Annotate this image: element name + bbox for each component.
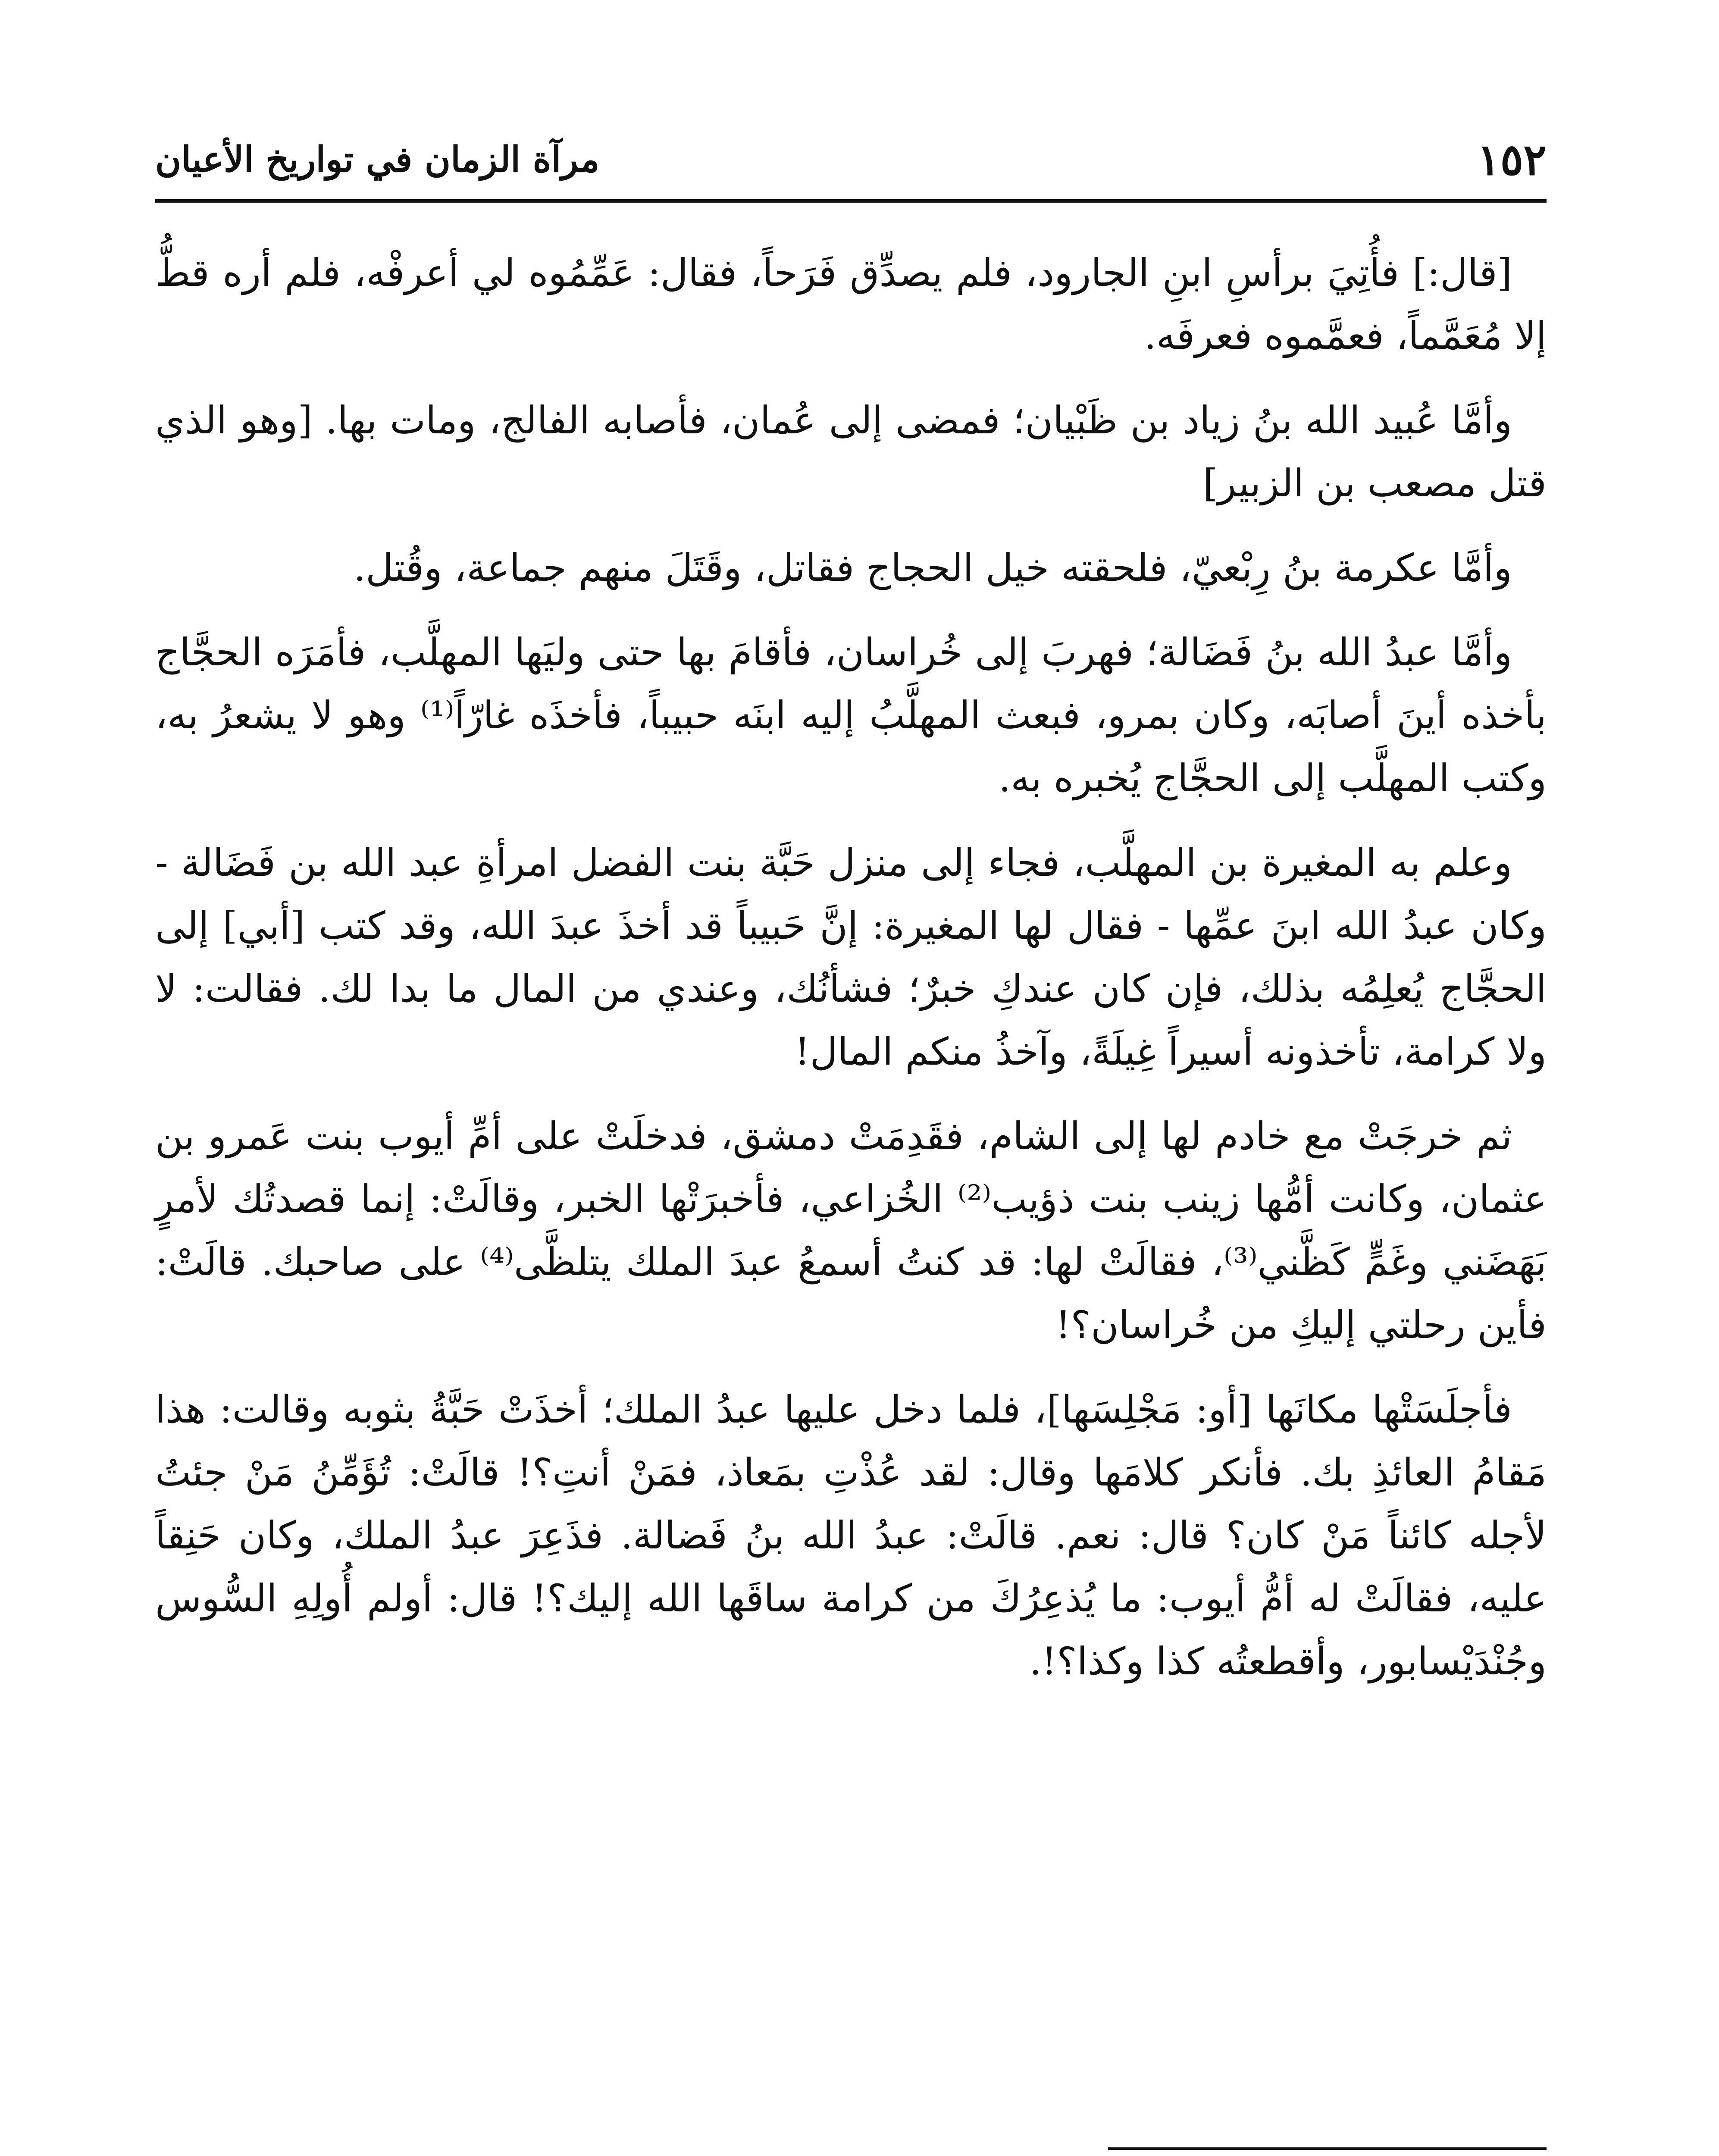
footnote-divider <box>1108 2147 1547 2150</box>
page-header <box>155 129 1547 194</box>
paragraph: [قال:] فأُتِيَ برأسِ ابنِ الجارود، فلم يصدِّق فَرَحاً، فقال: عَمِّمُوه لي أعرفْه، فلم أره قطُّ إلا مُعَمَّماً، فعمَّموه فعرفَه. <box>155 251 1547 358</box>
paragraph: وأمَّا عبدُ الله بنُ فَضَالة؛ فهربَ إلى خُراسان، فأقامَ بها حتى وليَها المهلَّب، فأمَرَه الحجَّاج بأخذه أينَ أصابَه، وكان بمرو، فبعث المهلَّبُ إليه ابنَه حبيباً، فأخذَه غارّاً⁽¹⁾ وهو لا يشعرُ به، وكتب المهلَّب إلى الحجَّاج يُخبره به. <box>155 630 1547 800</box>
paragraph: وأمَّا عكرمة بنُ رِبْعيّ، فلحقته خيل الحجاج فقاتل، وقَتَلَ منهم جماعة، وقُتل. <box>353 545 1512 590</box>
header-divider <box>155 199 1547 203</box>
paragraph: فأجلَسَتْها مكانَها [أو: مَجْلِسَها]، فلما دخل عليها عبدُ الملك؛ أخذَتْ حَبَّةُ بثوبه وقالت: هذا مَقامُ العائذِ بك. فأنكر كلامَها وقال: لقد عُذْتِ بمَعاذ، فمَنْ أنتِ؟! قالَتْ: تُؤَمِّنُ مَنْ جئتُ لأجله كائناً مَنْ كان؟ قال: نعم. قالَتْ: عبدُ الله بنُ فَضالة. فذَعِرَ عبدُ الملك، وكان حَنِقاً عليه، فقالَتْ له أمُّ أيوب: ما يُذعِرُكَ من كرامة ساقَها الله إليك؟! قال: أولم أُولِهِ السُّوس وجُنْدَيْسابور، وأقطعتُه كذا وكذا؟!. <box>155 1387 1547 1683</box>
paragraph: ثم خرجَتْ مع خادم لها إلى الشام، فقَدِمَتْ دمشق، فدخلَتْ على أمِّ أيوب بنت عَمرو بن عثمان، وكانت أمُّها زينب بنت ذؤيب⁽²⁾ الخُزاعي، فأخبرَتْها الخبر، وقالَتْ: إنما قصدتُك لأمرٍ بَهَضَني وغَمٍّ كَظَّني⁽³⁾، فقالَتْ لها: قد كنتُ أسمعُ عبدَ الملك يتلظَّى⁽⁴⁾ على صاحبك. قالَتْ: فأين رحلتي إليكِ من خُراسان؟! <box>155 1114 1547 1347</box>
running-title: مرآة الزمان في تواريخ الأعيان <box>155 139 600 180</box>
main-text <box>155 241 1547 1714</box>
page-number: ١٥٢ <box>1477 134 1547 185</box>
paragraph: وعلم به المغيرة بن المهلَّب، فجاء إلى منزل حَبَّة بنت الفضل امرأةِ عبد الله بن فَضَالة - وكان عبدُ الله ابنَ عمِّها - فقال لها المغيرة: إنَّ حَبيباً قد أخذَ عبدَ الله، وقد كتب [أبي] إلى الحجَّاج يُعلِمُه بذلك، فإن كان عندكِ خبرٌ؛ فشأنُك، وعندي من المال ما بدا لك. فقالت: لا ولا كرامة، تأخذونه أسيراً غِيلَةً، وآخذُ منكم المال! <box>155 840 1547 1074</box>
paragraph: وأمَّا عُبيد الله بنُ زياد بن ظَبْيان؛ فمضى إلى عُمان، فأصابه الفالج، ومات بها. [وهو الذي قتل مصعب بن الزبير] <box>155 398 1547 505</box>
